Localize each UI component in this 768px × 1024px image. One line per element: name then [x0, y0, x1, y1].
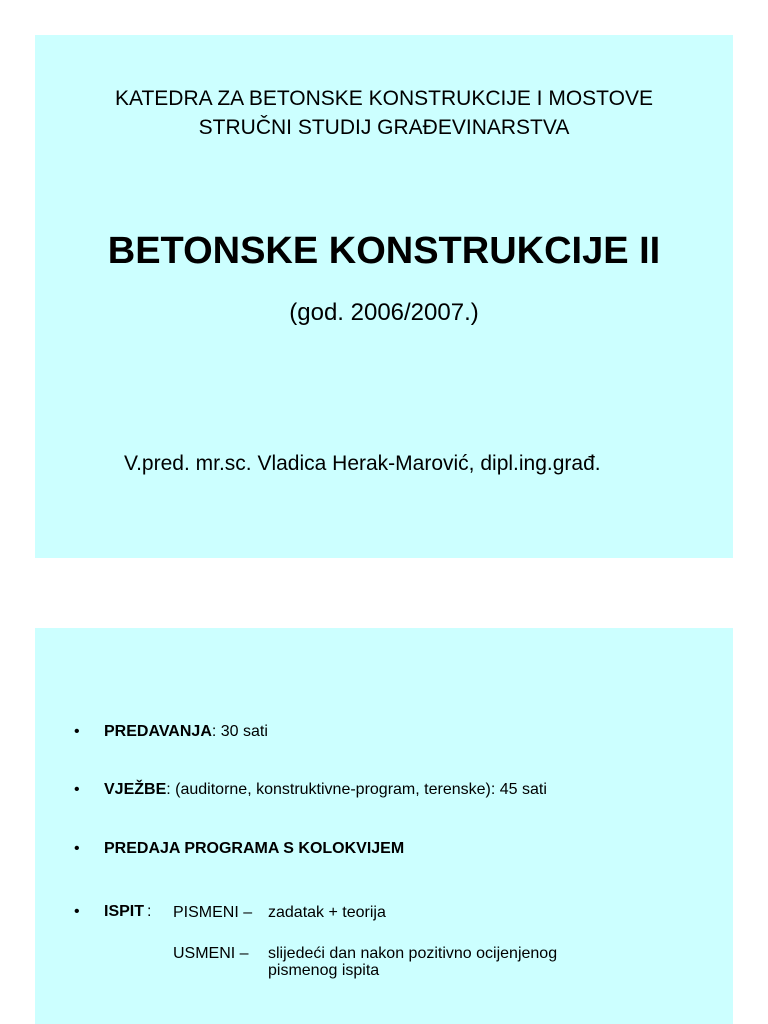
bullet-icon: •: [74, 781, 80, 798]
academic-year: (god. 2006/2007.): [289, 299, 479, 326]
list-item-value: : 30 sati: [211, 723, 268, 740]
list-item-label: PREDAJA PROGRAMA S KOLOKVIJEM: [104, 840, 405, 857]
title-slide: [35, 35, 733, 558]
oral-exam-text-line-2: pismenog ispita: [268, 962, 380, 979]
written-exam-text: zadatak + teorija: [268, 904, 386, 921]
department-line-2: STRUČNI STUDIJ GRAĐEVINARSTVA: [198, 116, 570, 139]
list-item-value: :: [147, 903, 152, 920]
list-item-value: : (auditorne, konstruktivne-program, terenske): 45 sati: [166, 781, 547, 798]
department-line-1: KATEDRA ZA BETONSKE KONSTRUKCIJE I MOSTOVE: [115, 87, 653, 110]
course-title: BETONSKE KONSTRUKCIJE II: [107, 230, 661, 272]
bullet-icon: •: [74, 840, 80, 857]
bullet-icon: •: [74, 903, 80, 920]
lecturer-name: V.pred. mr.sc. Vladica Herak-Marović, dipl.ing.građ.: [124, 452, 601, 475]
written-exam-label: PISMENI –: [173, 904, 253, 921]
list-item-text: [104, 722, 268, 742]
list-item-label: VJEŽBE: [104, 781, 167, 798]
list-item-label: ISPIT: [104, 903, 145, 920]
course-info-slide: [35, 628, 733, 1024]
oral-exam-text-line-1: slijedeći dan nakon pozitivno ocijenjenog: [268, 945, 558, 962]
list-item-label: PREDAVANJA: [104, 723, 212, 740]
list-item-text: [104, 780, 547, 800]
bullet-icon: •: [74, 723, 80, 740]
oral-exam-label: USMENI –: [173, 945, 249, 962]
